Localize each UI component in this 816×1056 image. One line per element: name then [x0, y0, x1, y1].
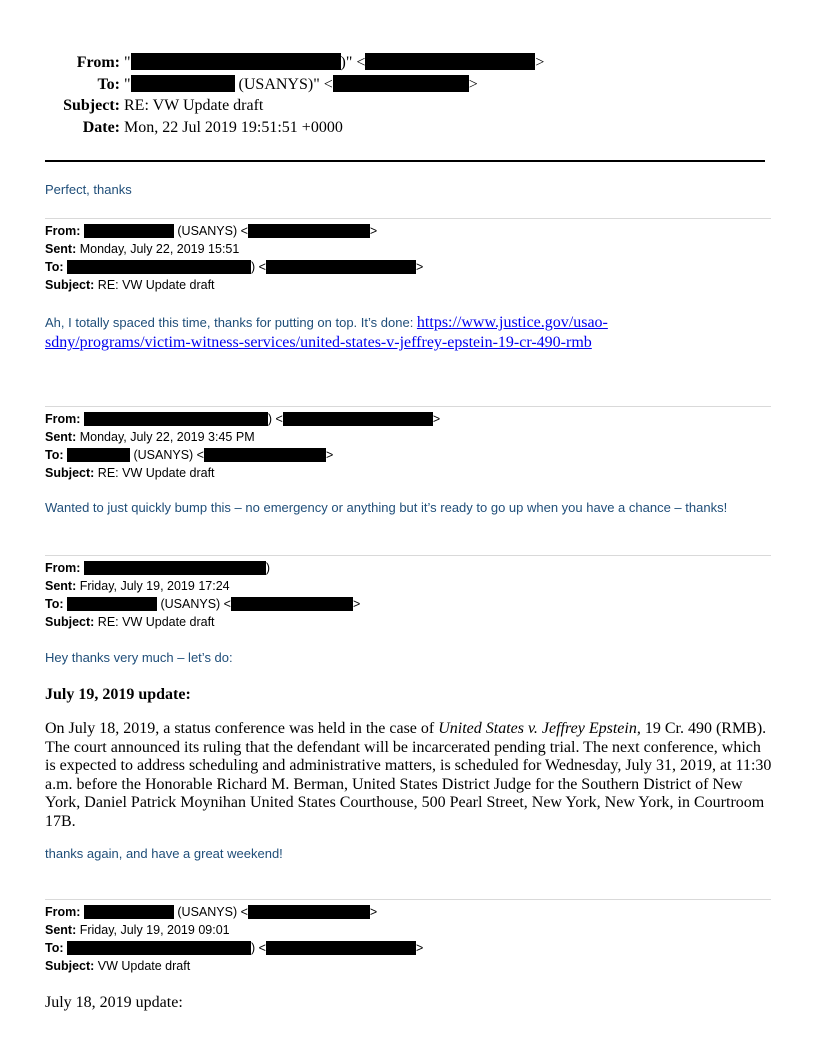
msg4-from-row: From: (USANYS) < > — [45, 905, 378, 919]
top-from-label: From: — [76, 54, 120, 71]
message-divider — [45, 406, 771, 407]
msg2-body-text: Wanted to just quickly bump this – no emergency or anything but it’s ready to go up when you have a chance – thanks! — [45, 500, 728, 515]
redacted-block — [248, 905, 370, 919]
msg1-body-line1 — [45, 314, 608, 332]
redacted-block — [266, 260, 416, 274]
message-divider — [45, 555, 771, 556]
msg4-sent-row: Sent: Friday, July 19, 2019 09:01 — [45, 923, 230, 937]
redacted-block — [131, 53, 341, 70]
update-heading: July 19, 2019 update: — [45, 686, 191, 703]
msg3-sent-row: Sent: Friday, July 19, 2019 17:24 — [45, 579, 230, 593]
top-date-value: Mon, 22 Jul 2019 19:51:51 +0000 — [124, 119, 343, 136]
msg3-sent-value: Friday, July 19, 2019 17:24 — [79, 579, 230, 593]
msg1-sent-value: Monday, July 22, 2019 15:51 — [79, 242, 240, 256]
redacted-block — [84, 905, 174, 919]
redacted-block — [248, 224, 370, 238]
msg4-sent-value: Friday, July 19, 2019 09:01 — [79, 923, 230, 937]
redacted-block — [84, 412, 268, 426]
msg3-to-row: To: (USANYS) < > — [45, 597, 361, 611]
msg2-subject-row: Subject: RE: VW Update draft — [45, 466, 215, 480]
justice-gov-link-continued[interactable]: sdny/programs/victim-witness-services/united-states-v-jeffrey-epstein-19-cr-490-rmb — [45, 334, 592, 351]
case-name: United States v. Jeffrey Epstein — [438, 720, 637, 737]
msg1-subject-row: Subject: RE: VW Update draft — [45, 278, 215, 292]
message-divider — [45, 899, 771, 900]
msg4-subject-row: Subject: VW Update draft — [45, 959, 191, 973]
message-divider — [45, 218, 771, 219]
redacted-block — [266, 941, 416, 955]
msg1-from-row: From: (USANYS) < > — [45, 224, 378, 238]
msg2-to-row: To: (USANYS) < > — [45, 448, 334, 462]
msg2-sent-row: Sent: Monday, July 22, 2019 3:45 PM — [45, 430, 255, 444]
msg4-to-row: To: ) < > — [45, 941, 424, 955]
redacted-block — [84, 561, 266, 575]
justice-gov-link[interactable]: https://www.justice.gov/usao- — [416, 314, 608, 331]
redacted-block — [67, 448, 130, 462]
msg3-closing: thanks again, and have a great weekend! — [45, 846, 283, 861]
redacted-block — [333, 75, 469, 92]
msg1-body-line2 — [45, 334, 592, 352]
msg4-body-first: July 18, 2019 update: — [45, 994, 183, 1011]
header-divider — [45, 160, 765, 162]
msg4-subject-value: VW Update draft — [97, 959, 191, 973]
msg3-body-intro: Hey thanks very much – let’s do: — [45, 650, 233, 665]
msg2-from-row: From: ) < > — [45, 412, 441, 426]
redacted-block — [131, 75, 235, 92]
msg3-subject-row: Subject: RE: VW Update draft — [45, 615, 215, 629]
msg1-subject-value: RE: VW Update draft — [97, 278, 215, 292]
redacted-block — [283, 412, 433, 426]
top-date-row — [45, 119, 343, 137]
msg1-body-text: Ah, I totally spaced this time, thanks for putting on top. It’s done: — [45, 315, 417, 330]
msg2-sent-value: Monday, July 22, 2019 3:45 PM — [79, 430, 255, 444]
redacted-block — [67, 597, 157, 611]
msg1-to-row: To: ) < > — [45, 260, 424, 274]
reply-top-text: Perfect, thanks — [45, 182, 132, 197]
redacted-block — [67, 941, 251, 955]
redacted-block — [67, 260, 251, 274]
update-paragraph: On July 18, 2019, a status conference was held in the case of United States v. Jeffrey Epstein, 19 Cr. 490 (RMB). The court announced its ruling that the defendant will be incarcerated pending trial. The next conference, which is expected to address scheduling and administrative matters, is scheduled for Wednesday, July 31, 2019, at 11:30 a.m. before the Honorable Richard M. Berman, United States District Judge for the Southern District of New York, Daniel Patrick Moynihan United States Courthouse, 500 Pearl Street, New York, New York, in Courtroom 17B. — [45, 720, 772, 830]
redacted-block — [204, 448, 326, 462]
msg3-from-row: From: ) — [45, 561, 271, 575]
msg2-subject-value: RE: VW Update draft — [97, 466, 215, 480]
redacted-block — [231, 597, 353, 611]
redacted-block — [84, 224, 174, 238]
top-subject-value: RE: VW Update draft — [124, 97, 264, 114]
top-to-label: To: — [97, 76, 120, 93]
top-subject-row — [45, 97, 263, 115]
top-date-label: Date: — [82, 119, 120, 136]
top-from-row: From: " )" < > — [45, 53, 544, 72]
msg3-subject-value: RE: VW Update draft — [97, 615, 215, 629]
msg1-sent-row: Sent: Monday, July 22, 2019 15:51 — [45, 242, 240, 256]
redacted-block — [365, 53, 535, 70]
top-subject-label: Subject: — [63, 97, 120, 114]
top-to-row: To: " (USANYS)" < > — [45, 75, 478, 94]
